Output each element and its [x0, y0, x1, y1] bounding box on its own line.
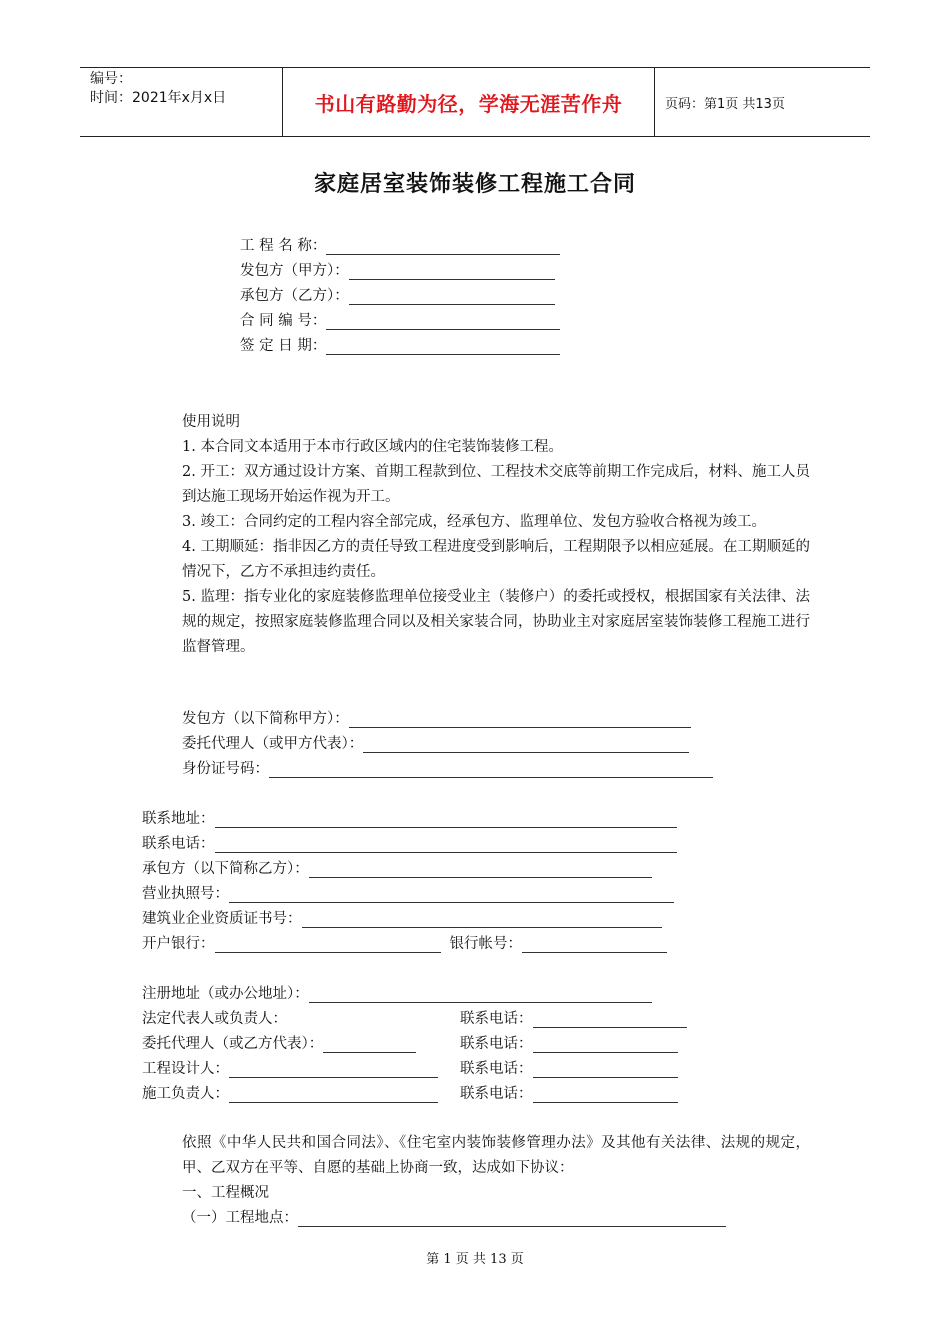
- instructions-section: [142, 410, 810, 660]
- blank-line: [298, 1211, 726, 1227]
- blank-line: [533, 1062, 678, 1078]
- blank-line: [522, 937, 667, 953]
- party-a-id-label: 身份证号码：: [182, 761, 269, 777]
- contact-phone-label: 联系电话：: [142, 836, 215, 852]
- time-label: 时间：2021年x月x日: [90, 90, 227, 106]
- blank-line: [215, 812, 677, 828]
- agreement-intro: 依照《中华人民共和国合同法》、《住宅室内装饰装修管理办法》及其他有关法律、法规的规定，甲、乙双方在平等、自愿的基础上协商一致，达成如下协议：: [182, 1135, 810, 1176]
- blank-line: [363, 737, 689, 753]
- construction-lead-phone: [460, 1084, 678, 1104]
- project-location-label: （一）工程地点：: [182, 1210, 298, 1226]
- reg-address-label: 注册地址（或办公地址）：: [142, 986, 309, 1002]
- blank-line: [349, 289, 555, 305]
- header-motto: 书山有路勤为径，学海无涯苦作舟: [282, 68, 655, 136]
- blank-line: [326, 239, 560, 255]
- blank-line: [229, 1062, 438, 1078]
- cover-field-label: 合 同 编 号：: [240, 313, 327, 329]
- qualification-label: 建筑业企业资质证书号：: [142, 911, 302, 927]
- party-a-id-row: [182, 759, 713, 779]
- blank-line: [533, 1087, 678, 1103]
- phone-label: 联系电话：: [460, 1036, 533, 1052]
- cover-field-label: 签 定 日 期：: [240, 338, 327, 354]
- document-title: 家庭居室装饰装修工程施工合同: [313, 171, 636, 197]
- project-location-row: [182, 1208, 726, 1228]
- party-a-row: [182, 709, 691, 729]
- contact-phone-row: [142, 834, 677, 854]
- qualification-row: [142, 909, 662, 929]
- instruction-item: 4. 工期顺延：指非因乙方的责任导致工程进度受到影响后，工程期限予以相应延展。在工期顺延的情况下，乙方不承担违约责任。: [182, 539, 810, 580]
- blank-line: [215, 937, 441, 953]
- license-row: [142, 884, 674, 904]
- legal-rep-label: 法定代表人或负责人：: [142, 1011, 287, 1027]
- bank-label: 开户银行：: [142, 936, 215, 952]
- designer-phone: [460, 1059, 678, 1079]
- blank-line: [215, 837, 677, 853]
- cover-field-project-name: [240, 236, 560, 256]
- cover-field-label: 工 程 名 称：: [240, 238, 327, 254]
- blank-line: [302, 912, 662, 928]
- party-a-agent-label: 委托代理人（或甲方代表）：: [182, 736, 364, 752]
- blank-line: [323, 1037, 416, 1053]
- instruction-item: 1. 本合同文本适用于本市行政区域内的住宅装饰装修工程。: [182, 439, 563, 455]
- phone-label: 联系电话：: [460, 1086, 533, 1102]
- phone-label: 联系电话：: [460, 1061, 533, 1077]
- section-heading: 一、工程概况: [182, 1185, 269, 1201]
- blank-line: [349, 264, 555, 280]
- blank-line: [309, 862, 652, 878]
- page-footer: 第 1 页 共 13 页: [426, 1252, 524, 1267]
- cover-field-label: 承包方（乙方）：: [240, 288, 349, 304]
- instruction-item: 5. 监理：指专业化的家庭装修监理单位接受业主（装修户）的委托或授权，根据国家有关法律、法规的规定，按照家庭装修监理合同以及相关家装合同，协助业主对家庭居室装饰装修工程施工进行监督管理。: [182, 589, 810, 655]
- cover-field-party-a: [240, 261, 555, 281]
- header-page-info: 页码：第1页 共13页: [665, 96, 785, 112]
- contact-address-label: 联系地址：: [142, 811, 215, 827]
- header-meta: [80, 68, 282, 136]
- account-label: 银行帐号：: [449, 936, 522, 952]
- blank-line: [533, 1012, 678, 1028]
- blank-line: [309, 987, 652, 1003]
- agent-b-row: [142, 1034, 416, 1054]
- blank-line: [326, 314, 560, 330]
- designer-row: [142, 1059, 438, 1079]
- agreement-section: [142, 1131, 810, 1206]
- number-label: 编号：: [90, 71, 132, 87]
- construction-lead-label: 施工负责人：: [142, 1086, 229, 1102]
- legal-rep-phone: [460, 1009, 678, 1029]
- page-header: [80, 67, 870, 137]
- phone-label: 联系电话：: [460, 1011, 533, 1027]
- agent-b-label: 委托代理人（或乙方代表）：: [142, 1036, 324, 1052]
- party-b-row: [142, 859, 652, 879]
- blank-line: [533, 1037, 678, 1053]
- bank-row: [142, 934, 667, 954]
- blank-line: [269, 762, 713, 778]
- instruction-item: 2. 开工：双方通过设计方案、首期工程款到位、工程技术交底等前期工作完成后，材料、施工人员到达施工现场开始运作视为开工。: [182, 464, 810, 505]
- cover-field-sign-date: [240, 336, 560, 356]
- designer-label: 工程设计人：: [142, 1061, 229, 1077]
- blank-line: [229, 887, 674, 903]
- instruction-item: 3. 竣工：合同约定的工程内容全部完成，经承包方、监理单位、发包方验收合格视为竣工。: [182, 514, 766, 530]
- blank-line: [349, 712, 691, 728]
- reg-address-row: [142, 984, 652, 1004]
- construction-lead-row: [142, 1084, 438, 1104]
- blank-line: [229, 1087, 438, 1103]
- cover-field-contract-no: [240, 311, 560, 331]
- agent-b-phone: [460, 1034, 678, 1054]
- contact-address-row: [142, 809, 677, 829]
- cover-field-label: 发包方（甲方）：: [240, 263, 349, 279]
- license-label: 营业执照号：: [142, 886, 229, 902]
- instructions-heading: 使用说明: [182, 414, 240, 430]
- cover-field-party-b: [240, 286, 555, 306]
- party-a-label: 发包方（以下简称甲方）：: [182, 711, 349, 727]
- party-a-agent-row: [182, 734, 689, 754]
- blank-line: [326, 339, 560, 355]
- party-b-label: 承包方（以下简称乙方）：: [142, 861, 309, 877]
